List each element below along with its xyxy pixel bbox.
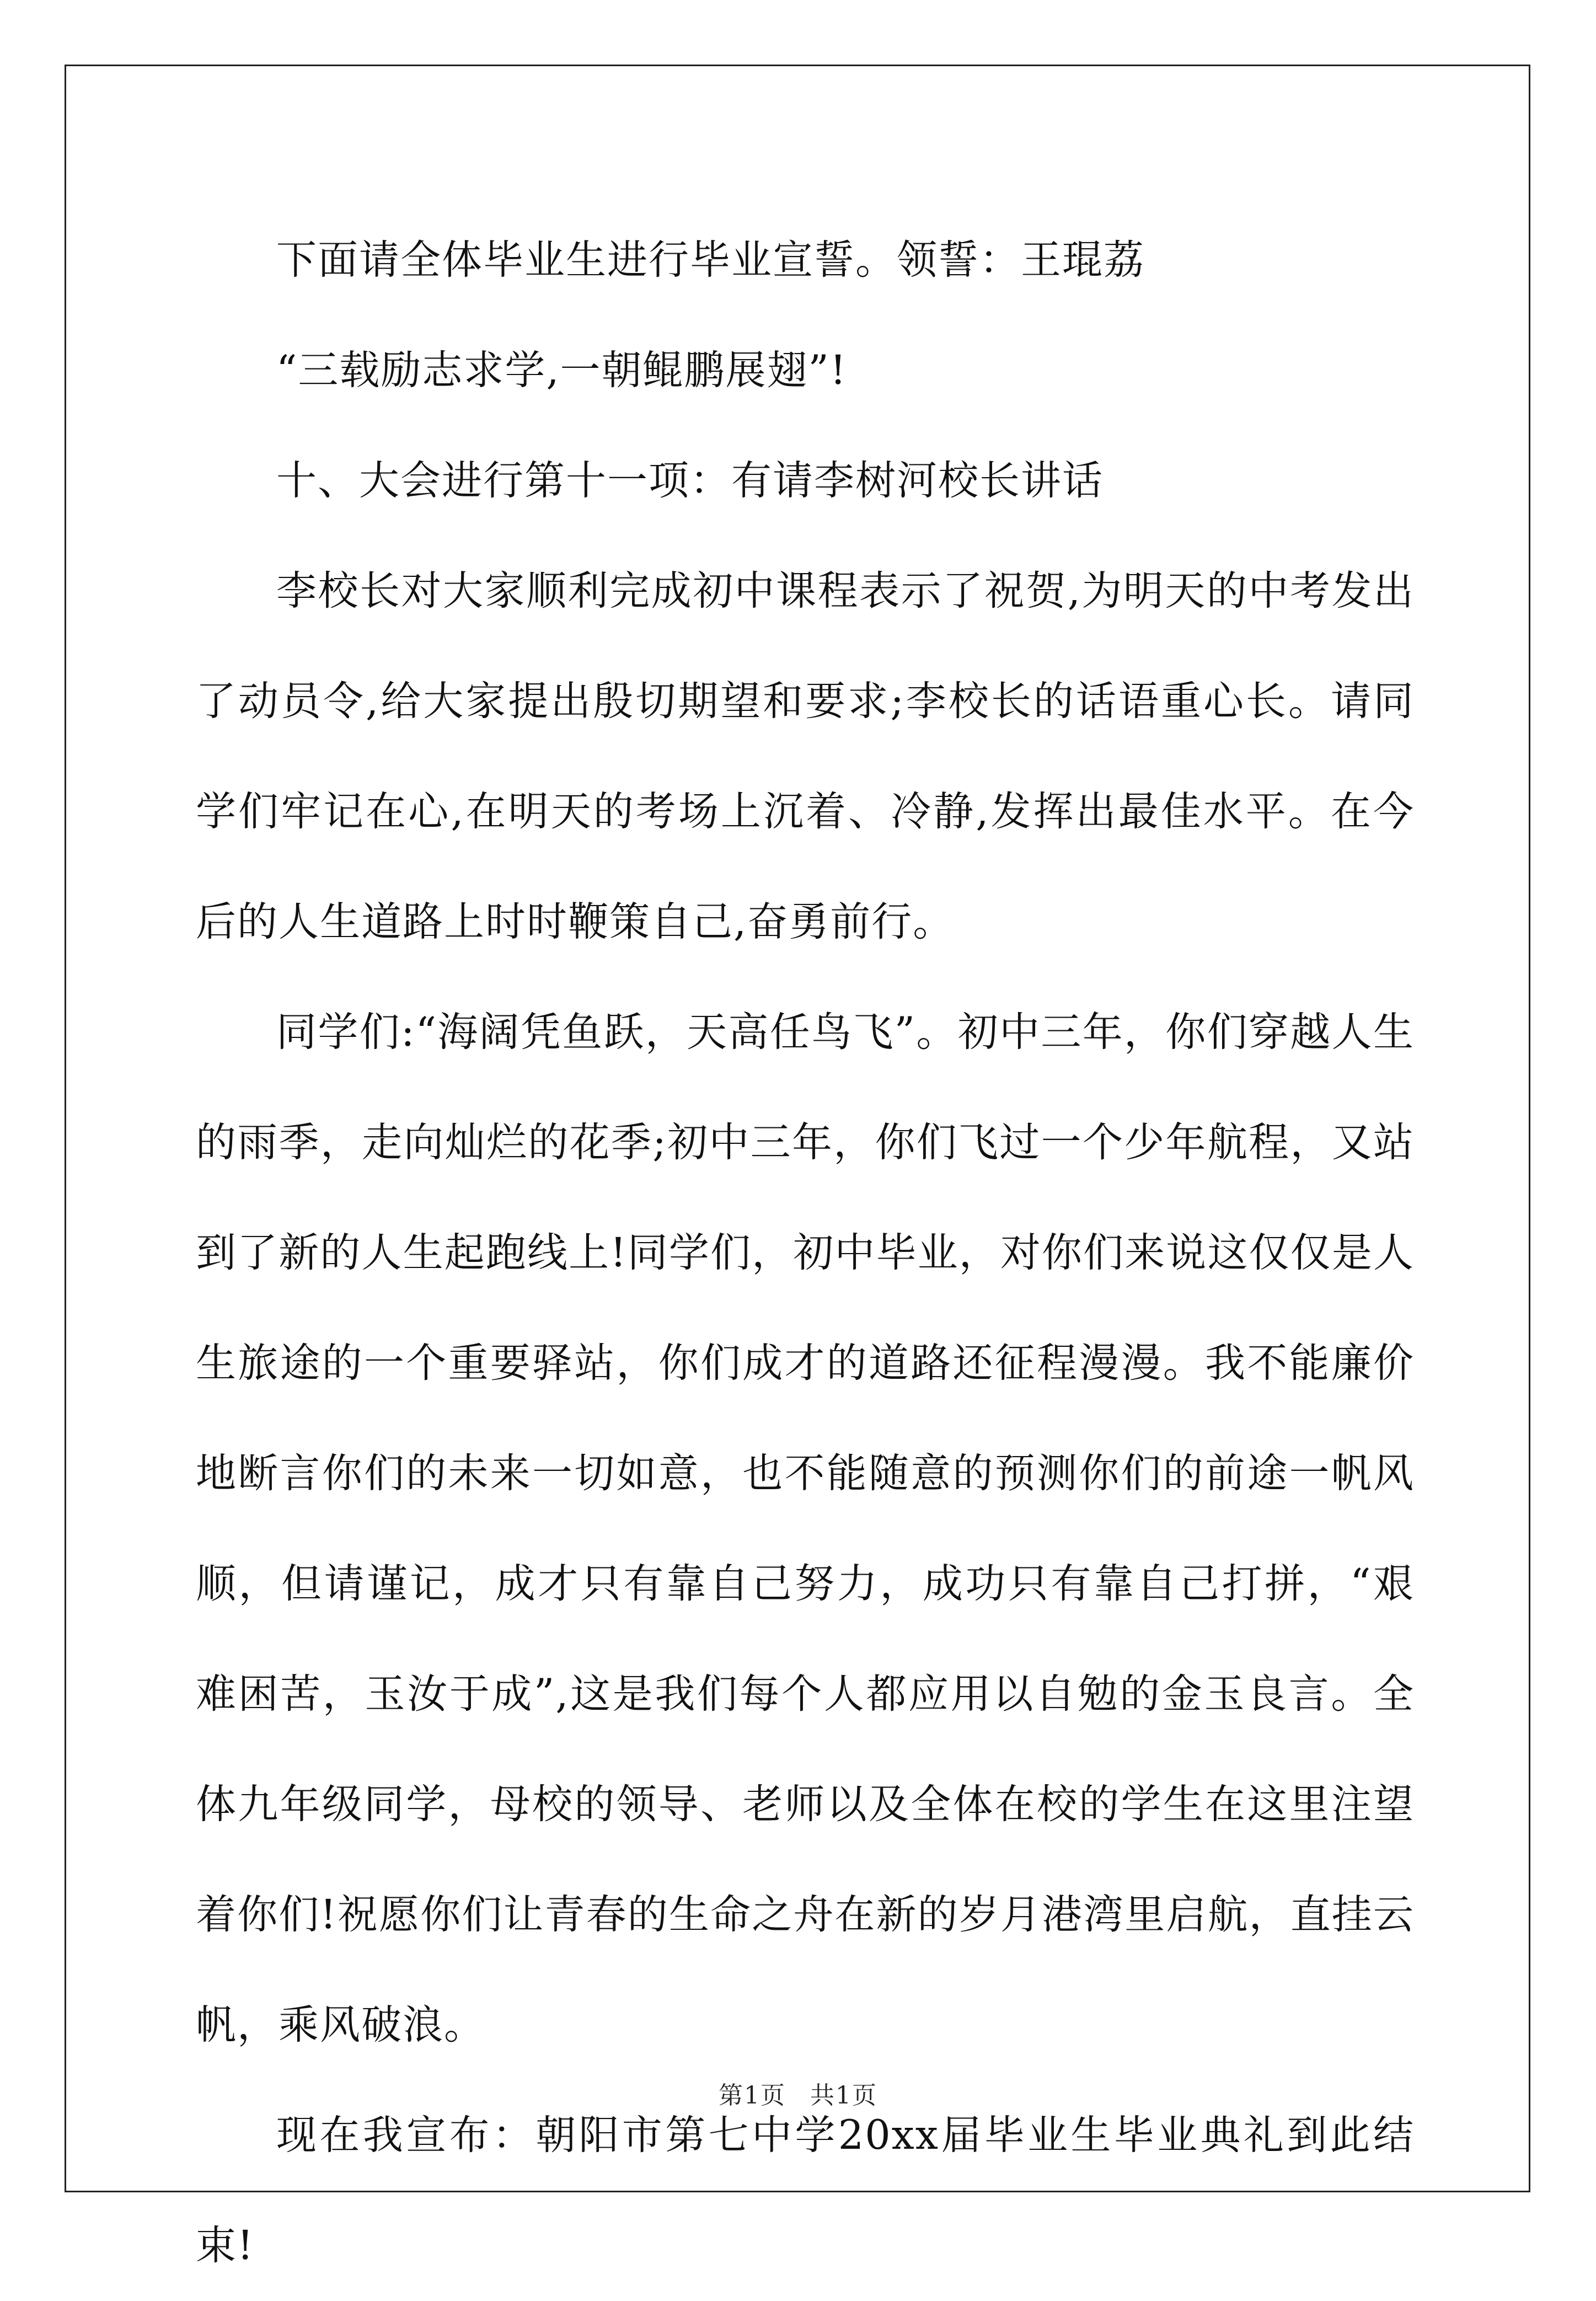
paragraph-slogan: “三载励志求学,一朝鲲鹏展翅”! bbox=[276, 347, 848, 394]
paragraph-agenda-item: 十、大会进行第十一项：有请李树河校长讲话 bbox=[276, 457, 1104, 504]
paragraph-oath: 下面请全体毕业生进行毕业宣誓。领誓：王琨荔 bbox=[276, 237, 1145, 283]
paragraph-closing: 现在我宣布：朝阳市第七中学20xx届毕业生毕业典礼到此结束! bbox=[196, 2112, 1415, 2269]
paragraph-principal-speech: 李校长对大家顺利完成初中课程表示了祝贺,为明天的中考发出了动员令,给大家提出殷切期望和要求;李校长的话语重心长。请同学们牢记在心,在明天的考场上沉着、冷静,发挥出最佳水平。在今后的人生道路上时时鞭策自己,奋勇前行。 bbox=[196, 568, 1415, 945]
document-body bbox=[196, 205, 1415, 2301]
page-total: 共1页 bbox=[810, 2081, 877, 2110]
page-number: 第1页 bbox=[719, 2081, 786, 2110]
page-footer bbox=[0, 2079, 1596, 2112]
paragraph-address-students: 同学们:“海阔凭鱼跃，天高任鸟飞”。初中三年，你们穿越人生的雨季，走向灿烂的花季;初中三年，你们飞过一个少年航程，又站到了新的人生起跑线上!同学们，初中毕业，对你们来说这仅仅是人生旅途的一个重要驿站，你们成才的道路还征程漫漫。我不能廉价地断言你们的未来一切如意，也不能随意的预测你们的前途一帆风顺，但请谨记，成才只有靠自己努力，成功只有靠自己打拼，“艰难困苦，玉汝于成”,这是我们每个人都应用以自勉的金玉良言。全体九年级同学，母校的领导、老师以及全体在校的学生在这里注望着你们!祝愿你们让青春的生命之舟在新的岁月港湾里启航，直挂云帆，乘风破浪。 bbox=[196, 1009, 1415, 2048]
